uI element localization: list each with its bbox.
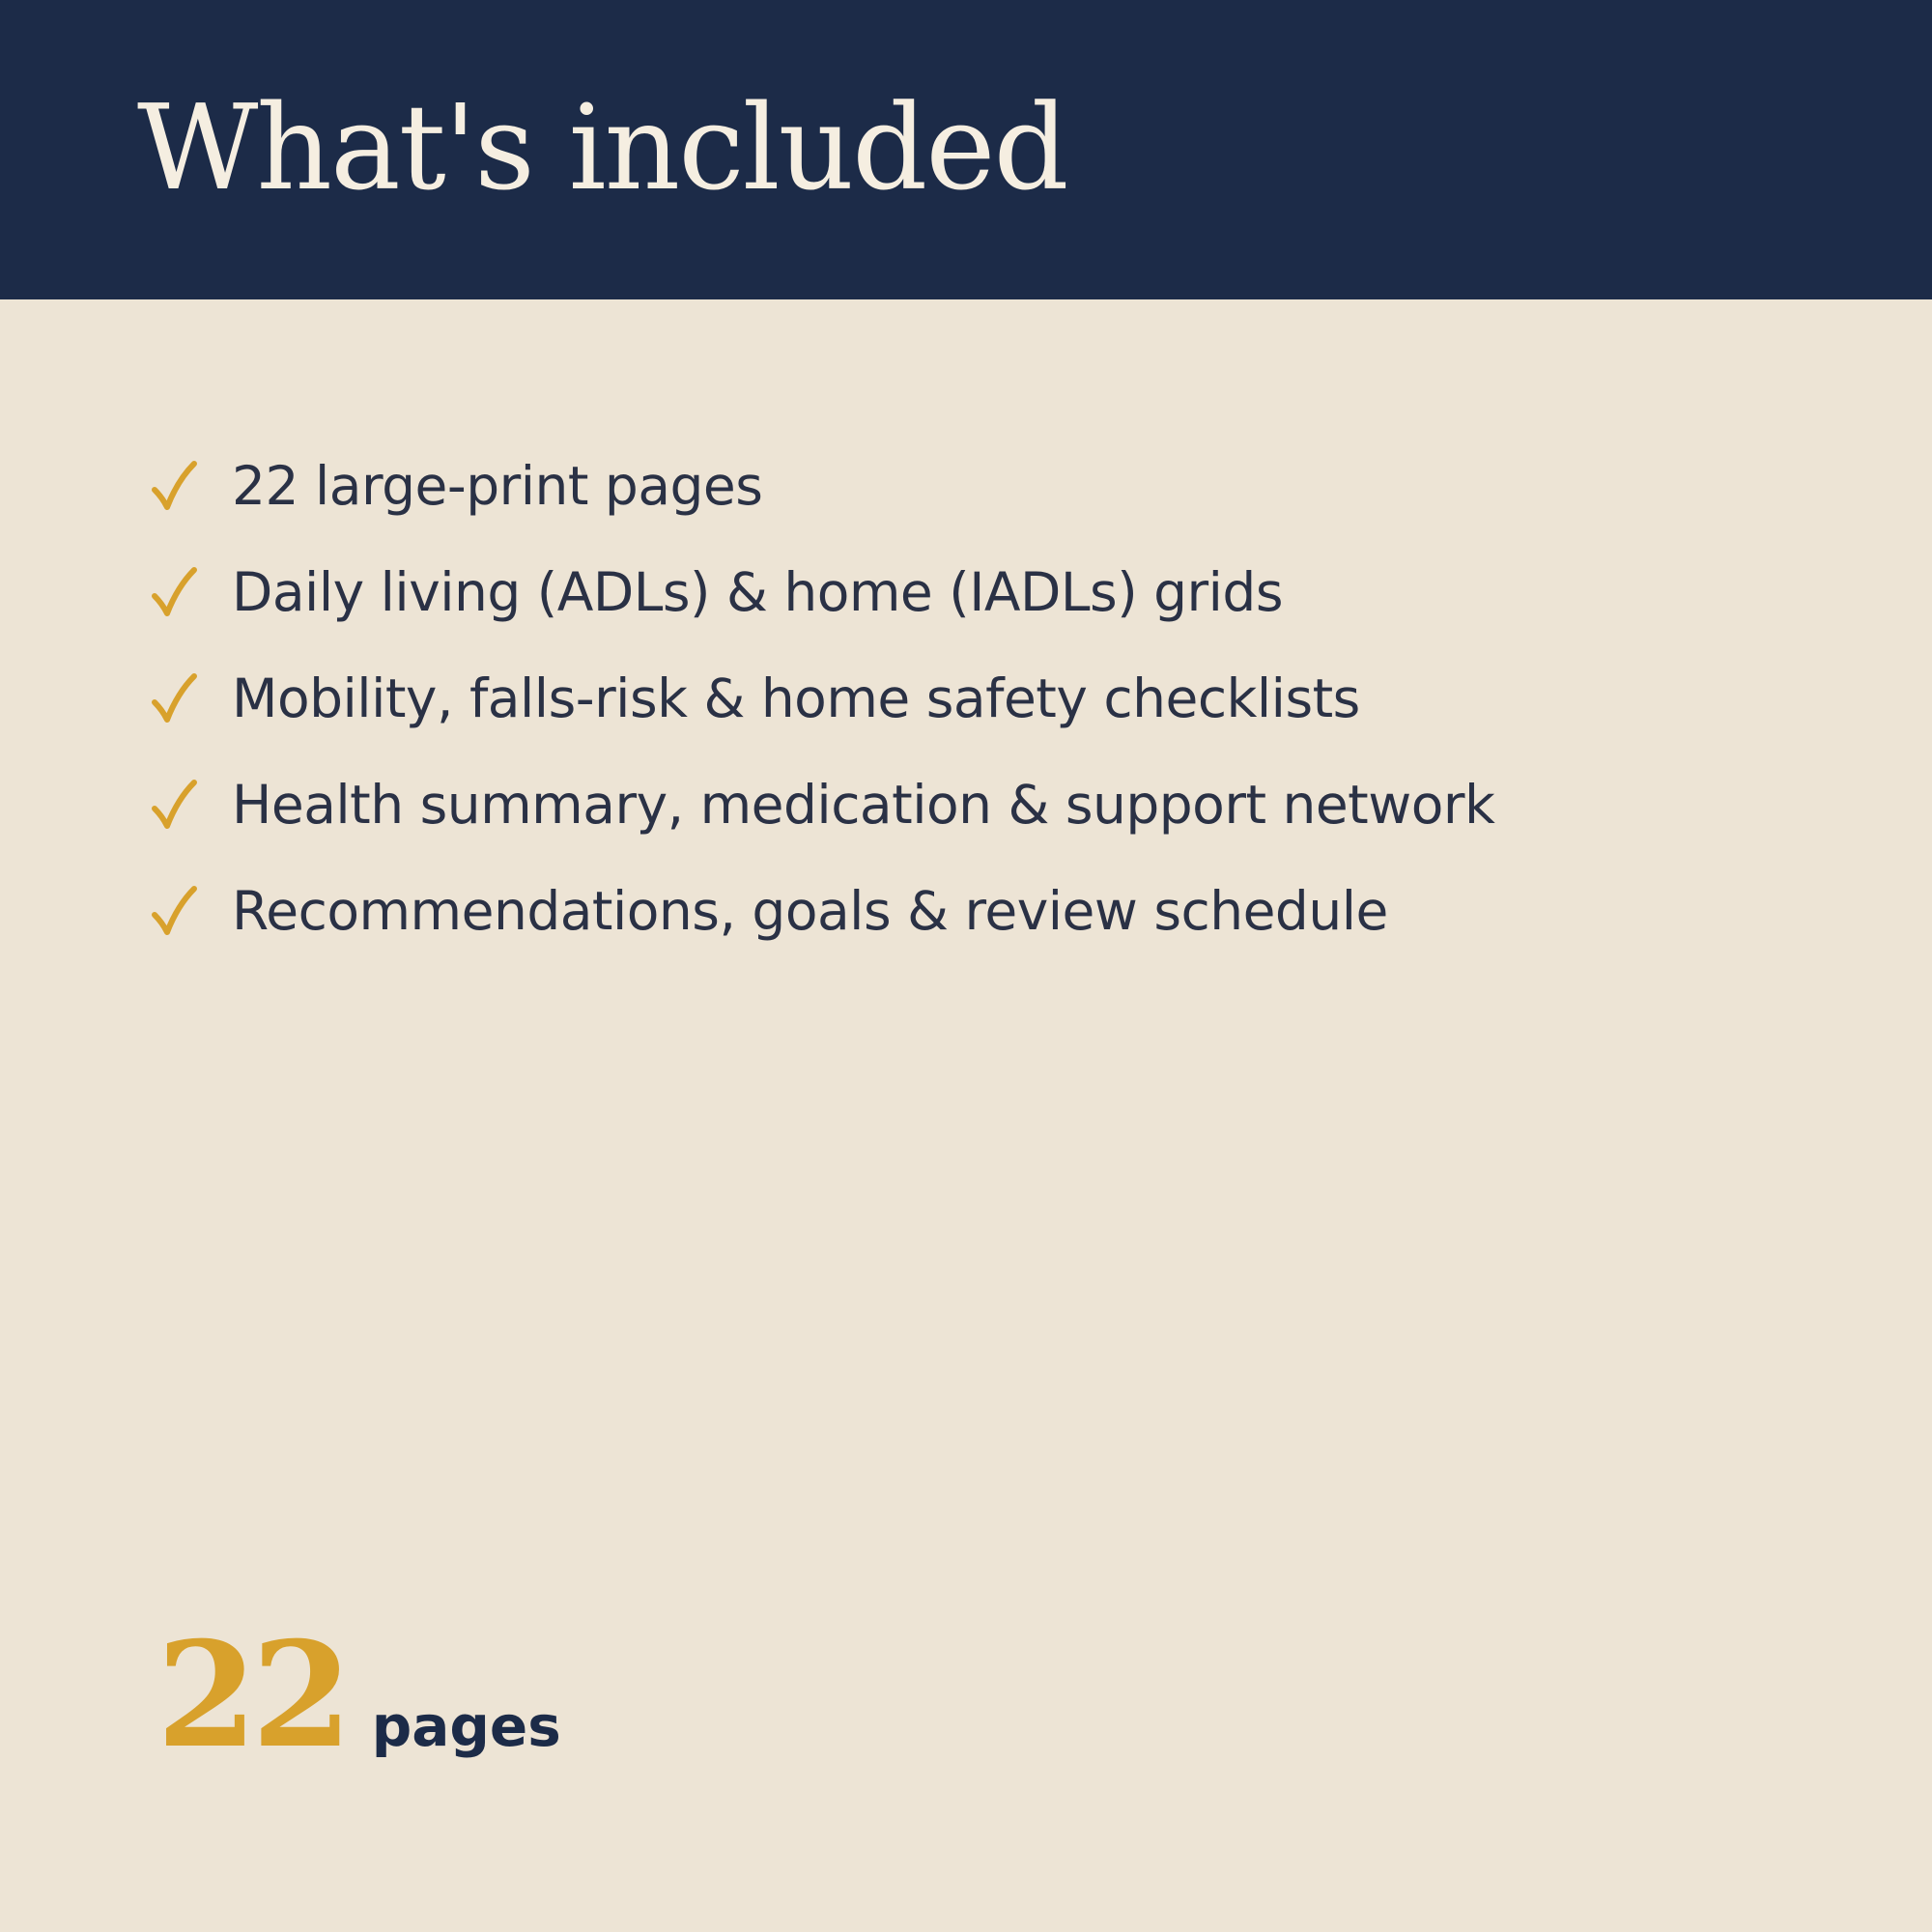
- page-title: What's included: [137, 79, 1067, 216]
- feature-item: [151, 858, 1494, 964]
- feature-label: Recommendations, goals & review schedule: [232, 880, 1388, 942]
- check-icon: [151, 433, 201, 539]
- check-icon: [151, 858, 201, 964]
- feature-item: [151, 539, 1494, 645]
- feature-item: [151, 752, 1494, 858]
- feature-item: [151, 433, 1494, 539]
- page-count: [156, 1610, 561, 1780]
- feature-label: 22 large-print pages: [232, 455, 763, 517]
- check-icon: [151, 539, 201, 645]
- feature-label: Daily living (ADLs) & home (IADLs) grids: [232, 561, 1284, 623]
- feature-label: Mobility, falls-risk & home safety checklists: [232, 668, 1360, 729]
- header-banner: [0, 0, 1932, 299]
- page-count-unit: pages: [371, 1693, 561, 1759]
- feature-item: [151, 645, 1494, 752]
- page-count-number: 22: [156, 1610, 347, 1780]
- feature-list: [151, 433, 1494, 964]
- check-icon: [151, 645, 201, 752]
- check-icon: [151, 752, 201, 858]
- feature-label: Health summary, medication & support network: [232, 774, 1495, 836]
